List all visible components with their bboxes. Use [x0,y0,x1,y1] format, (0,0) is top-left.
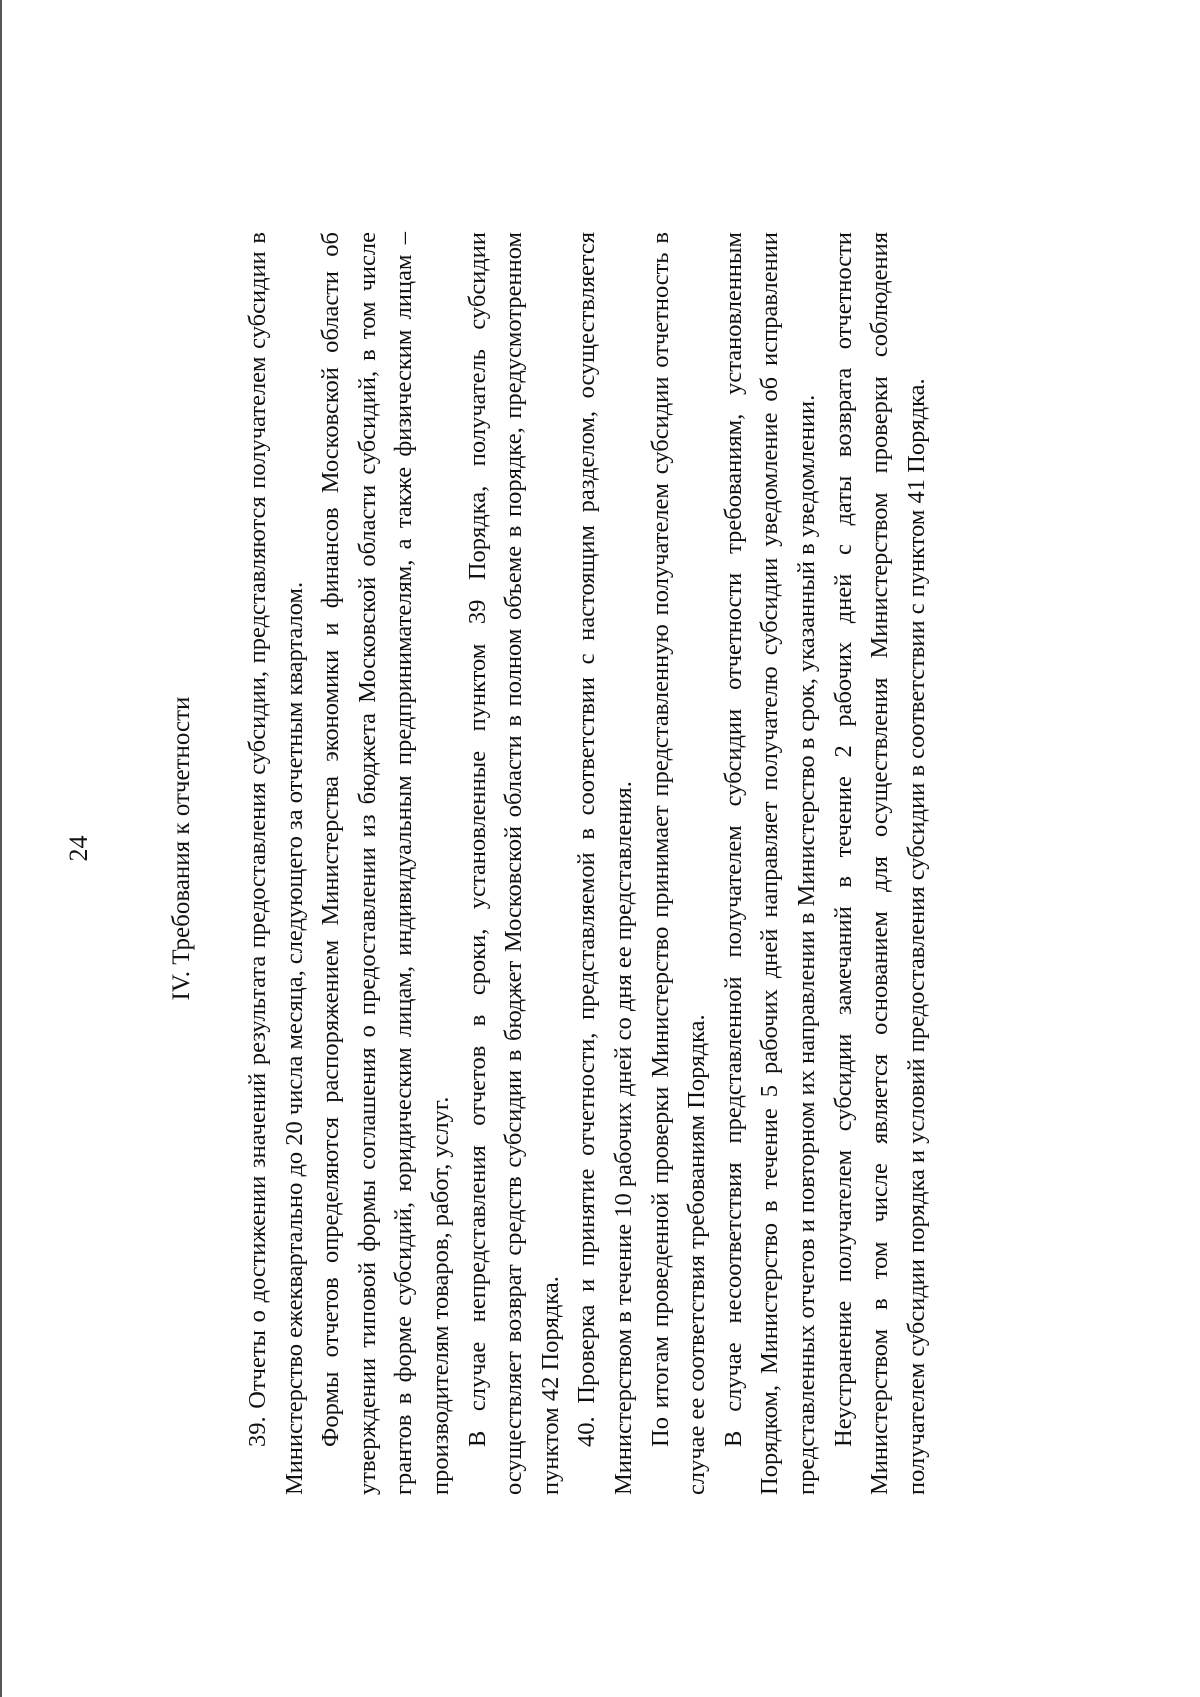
paragraph-inspection-results: По итогам проведенной проверки Министерство принимает представленную получателем субсидии отчетность в случае ее соответствия требованиям Порядка. [646,232,711,1495]
paragraph-non-submission: В случае непредставления отчетов в сроки, установленные пунктом 39 Порядка, получатель субсидии осуществляет возврат средств субсидии в бюджет Московской области в полном объеме в порядке, предусмотренном пунктом 42 Порядка. [463,232,564,1495]
paragraph-39: 39. Отчеты о достижении значений результата предоставления субсидии, представляются получателем субсидии в Министерство ежеквартально до 20 числа месяца, следующего за отчетным кварталом. [244,232,308,1495]
paragraph-non-compliance: В случае несоответствия представленной получателем субсидии отчетности требованиям, установленным Порядком, Министерство в течение 5 рабочих дней направляет получателю субсидии уведомление об исправлении представленных отчетов и повторном их направлении в Министерство в срок, указанный в уведомлении. [719,232,820,1495]
page-number: 24 [64,835,93,862]
document-body [240,232,935,1495]
paragraph-non-elimination: Неустранение получателем субсидии замечаний в течение 2 рабочих дней с даты возврата отчетности Министерством в том числе является основанием для осуществления Министерством проверки соблюдения получателем субсидии порядка и условий предоставления субсидии в соответствии с пунктом 41 Порядка. [829,232,930,1495]
paragraph-40: 40. Проверка и принятие отчетности, представляемой в соответствии с настоящим разделом, осуществляется Министерством в течение 10 рабочих дней со дня ее представления. [573,232,637,1495]
paragraph-report-forms: Формы отчетов определяются распоряжением Министерства экономики и финансов Московской области об утверждении типовой формы соглашения о предоставлении из бюджета Московской области субсидий, в том числе грантов в форме субсидий, юридическим лицам, индивидуальным предпринимателям, а также физическим лицам – производителям товаров, работ, услуг. [317,232,454,1495]
section-title: IV. Требования к отчетности [168,696,195,1001]
